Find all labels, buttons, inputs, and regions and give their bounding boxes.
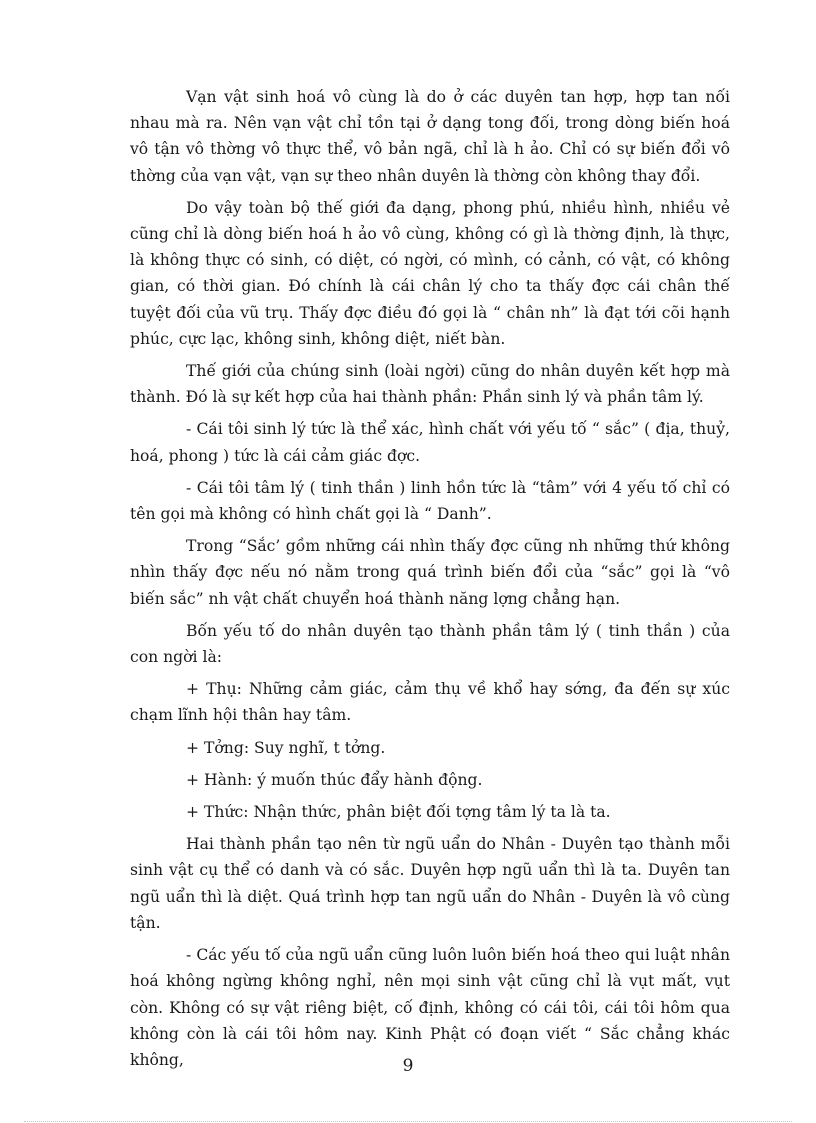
paragraph-8: + Thụ: Những cảm giác, cảm thụ về khổ hay sớng, đa đến sự xúc chạm lĩnh hội thân hay tâm. <box>130 680 730 725</box>
paragraph-10: + Hành: ý muốn thúc đẩy hành động. <box>186 770 483 789</box>
paragraph-11: + Thức: Nhận thức, phân biệt đối tợng tâm lý ta là ta. <box>186 803 611 822</box>
paragraph-2: Do vậy toàn bộ thế giới đa dạng, phong phú, nhiều hình, nhiều vẻ cũng chỉ là dòng biến hoá h ảo vô cùng, không có gì là thờng định, là thực, là không thực có sinh, có diệt, có ngời, có mình, có cảnh, có vật, có không gian, có thời gian. Đó chính là cái chân lý cho ta thấy đợc cái chân thế tuyệt đối của vũ trụ. Thấy đợc điều đó gọi là “ chân nh” là đạt tới cõi hạnh phúc, cực lạc, không sinh, không diệt, niết bàn. <box>130 198 730 348</box>
paragraph-12: Hai thành phần tạo nên từ ngũ uẩn do Nhân - Duyên tạo thành mỗi sinh vật cụ thể có danh và có sắc. Duyên hợp ngũ uẩn thì là ta. Duyên tan ngũ uẩn thì là diệt. Quá trình hợp tan ngũ uẩn do Nhân - Duyên là vô cùng tận. <box>130 835 730 932</box>
paragraph-3: Thế giới của chúng sinh (loài ngời) cũng do nhân duyên kết hợp mà thành. Đó là sự kết hợp của hai thành phần: Phần sinh lý và phần tâm lý. <box>130 362 730 407</box>
page-number: 9 <box>402 1056 414 1076</box>
paragraph-1: Vạn vật sinh hoá vô cùng là do ở các duyên tan hợp, hợp tan nối nhau mà ra. Nên vạn vật chỉ tồn tại ở dạng tong đối, trong dòng biến hoá vô tận vô thờng vô thực thể, vô bản ngã, chỉ là h ảo. Chỉ có sự biến đổi vô thờng của vạn vật, vạn sự theo nhân duyên là thờng còn không thay đổi. <box>130 88 730 185</box>
paragraph-4: - Cái tôi sinh lý tức là thể xác, hình chất với yếu tố “ sắc” ( địa, thuỷ, hoá, phong ) tức là cái cảm giác đợc. <box>130 420 730 465</box>
body-text <box>130 84 730 1073</box>
paragraph-9: + Tởng: Suy nghĩ, t tởng. <box>186 738 386 757</box>
paragraph-6: Trong “Sắc’ gồm những cái nhìn thấy đợc cũng nh những thứ không nhìn thấy đợc nếu nó nằm trong quá trình biến đổi của “sắc” gọi là “vô biến sắc” nh vật chất chuyển hoá thành năng lợng chẳng hạn. <box>130 537 730 608</box>
paragraph-7: Bốn yếu tố do nhân duyên tạo thành phần tâm lý ( tinh thần ) của con ngời là: <box>130 621 730 667</box>
paragraph-13: - Các yếu tố của ngũ uẩn cũng luôn luôn biến hoá theo qui luật nhân hoá không ngừng không nghỉ, nên mọi sinh vật cũng chỉ là vụt mất, vụt còn. Không có sự vật riêng biệt, cố định, không có cái tôi, cái tôi hôm qua không còn là cái tôi hôm nay. Kinh Phật có đoạn viết “ Sắc chẳng khác không, <box>130 946 730 1069</box>
page-bottom-divider <box>24 1121 792 1122</box>
paragraph-5: - Cái tôi tâm lý ( tinh thần ) linh hồn tức là “tâm” với 4 yếu tố chỉ có tên gọi mà không có hình chất gọi là “ Danh”. <box>130 478 730 524</box>
